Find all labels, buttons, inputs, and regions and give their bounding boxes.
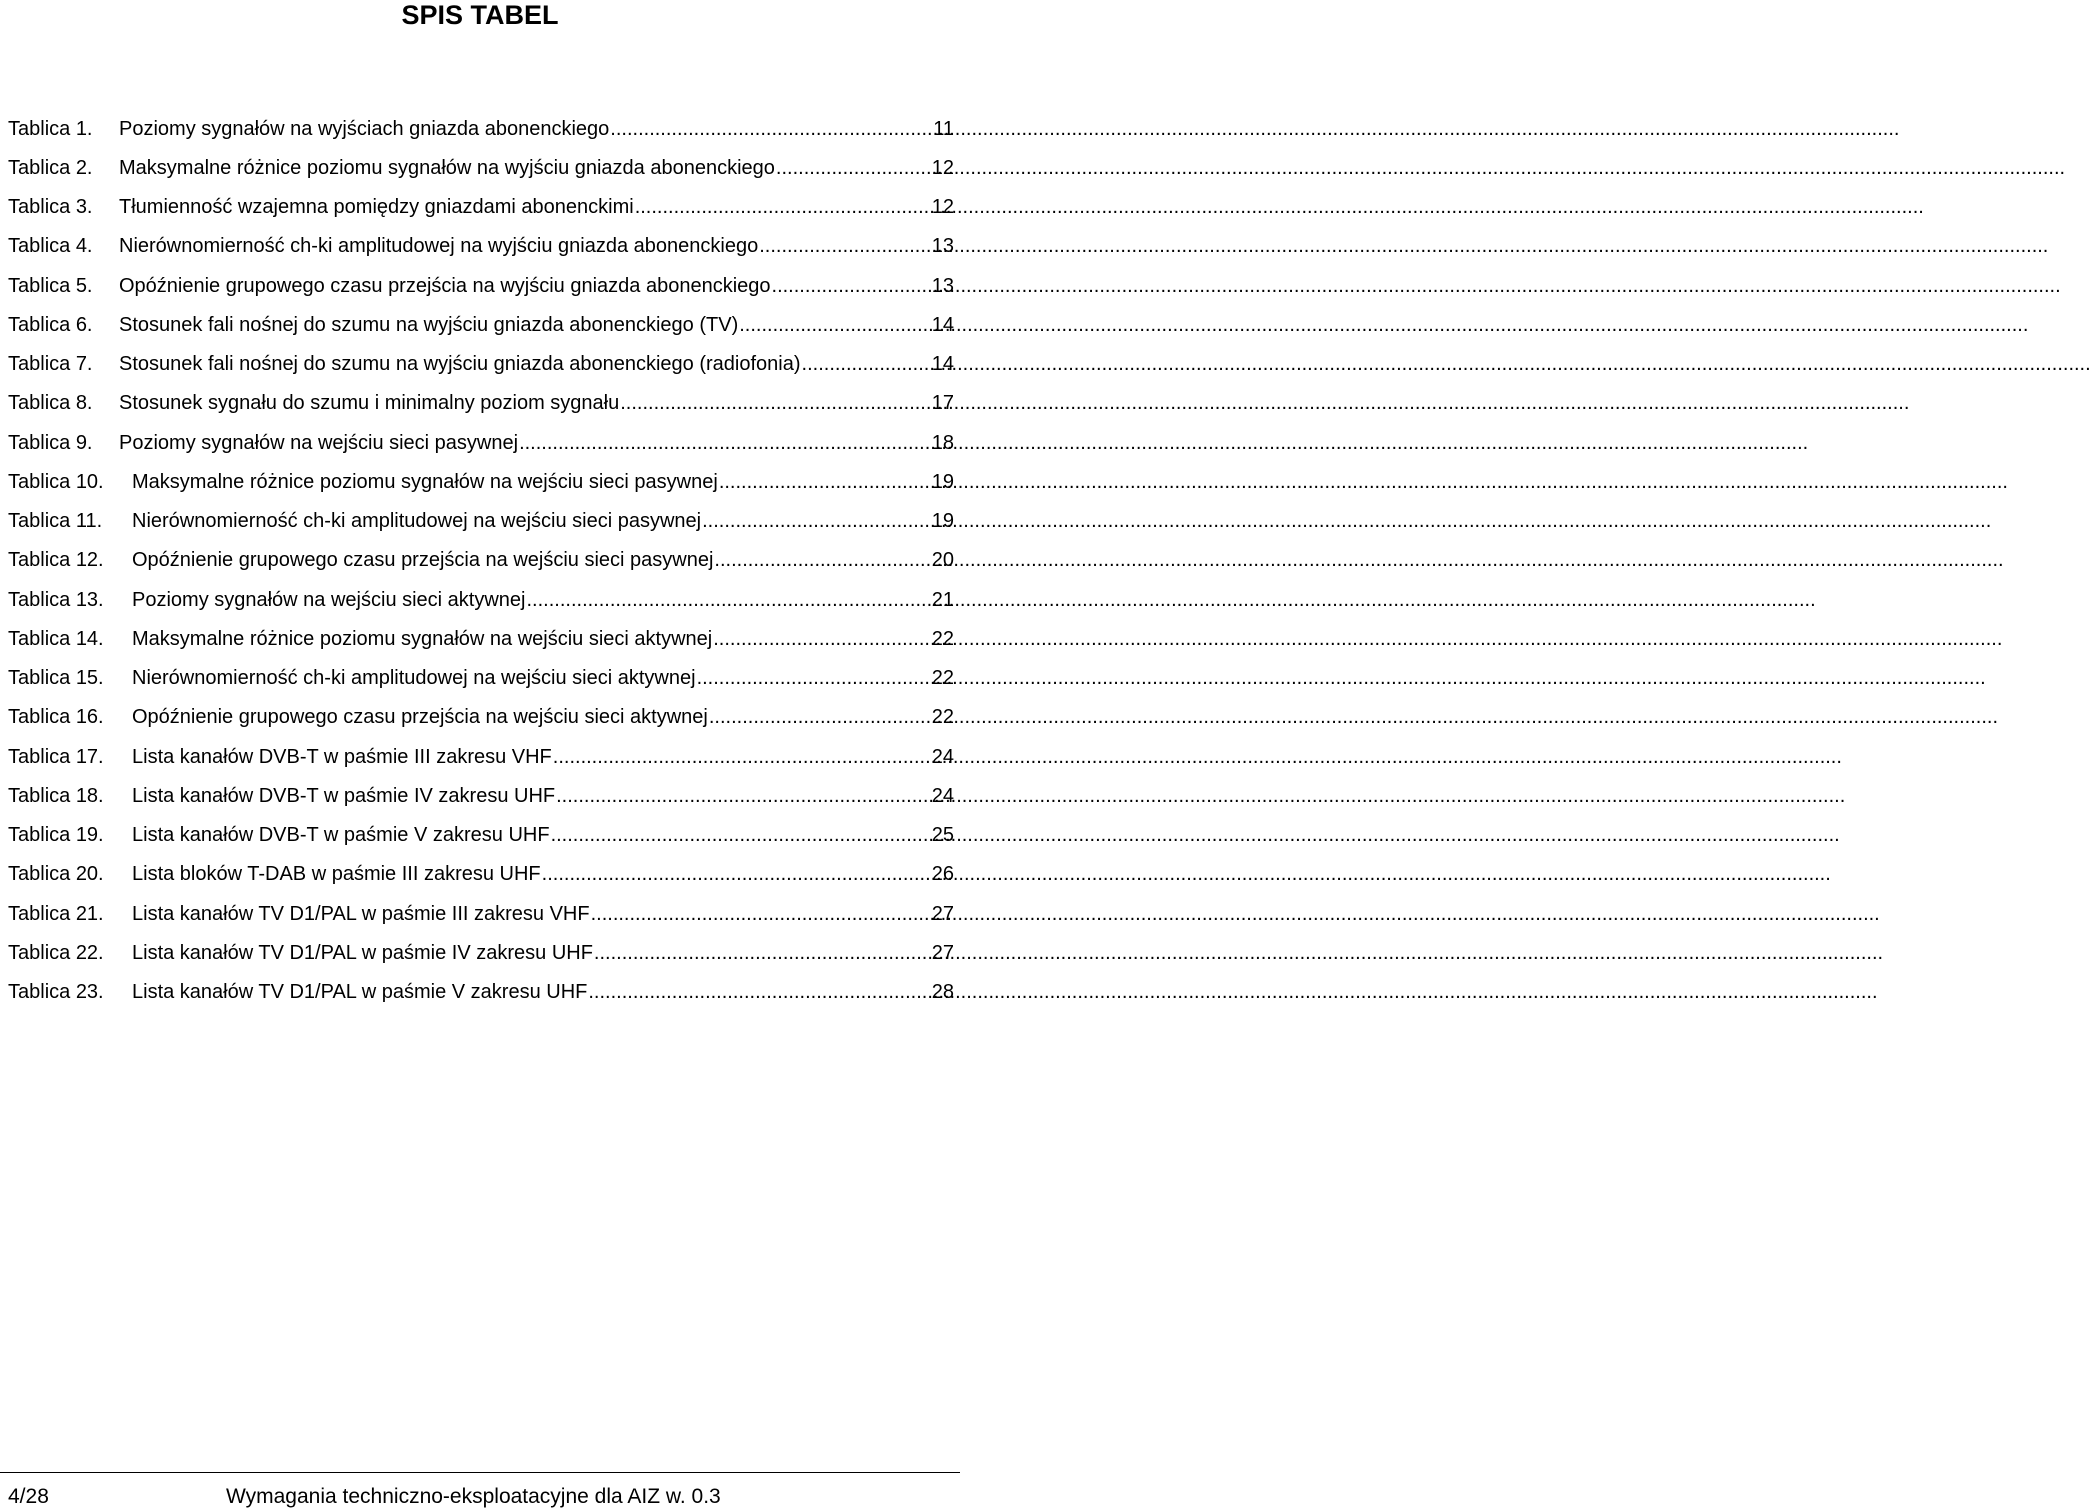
toc-entry-page: 22 [931,667,954,690]
toc-entry-page: 26 [931,863,954,886]
toc-entry-page: 21 [931,588,954,611]
toc-entry[interactable] [8,227,954,266]
toc-dot-leader [772,274,931,298]
toc-dot-leader [594,941,931,965]
toc-entry-label: Tablica 1. [8,117,93,140]
toc-dot-leader [776,156,931,180]
toc-entry[interactable] [8,541,954,580]
toc-dot-leader [802,352,931,376]
toc-dot-leader [610,117,932,141]
toc-entry[interactable] [8,384,954,423]
toc-entry-page: 24 [931,784,954,807]
page-title: SPIS TABEL [401,0,559,30]
toc-entry[interactable] [8,345,954,384]
toc-dot-leader [620,391,931,415]
toc-entry-label: Tablica 21. [8,902,104,925]
toc-dot-leader [519,431,931,455]
toc-entry-page: 12 [931,156,954,179]
toc-entry-label: Tablica 11. [8,510,103,533]
toc-entry[interactable] [8,619,954,658]
toc-entry-title: Lista bloków T-DAB w paśmie III zakresu UHF [132,863,541,886]
toc-entry[interactable] [8,580,954,619]
table-of-contents [8,109,954,1012]
toc-entry-title: Stosunek fali nośnej do szumu na wyjściu gniazda abonenckiego (TV) [119,313,739,336]
toc-entry-label: Tablica 14. [8,627,104,650]
toc-entry[interactable] [8,776,954,815]
toc-entry[interactable] [8,855,954,894]
toc-entry-label: Tablica 10. [8,470,104,493]
toc-entry-title: Lista kanałów TV D1/PAL w paśmie IV zakresu UHF [132,941,593,964]
toc-entry-page: 11 [933,117,954,140]
toc-entry-page: 13 [931,274,954,297]
toc-dot-leader [697,666,931,690]
toc-entry[interactable] [8,933,954,972]
toc-dot-leader [635,195,931,219]
toc-entry-page: 14 [931,353,954,376]
toc-entry-label: Tablica 6. [8,313,93,336]
toc-entry-page: 28 [931,981,954,1004]
toc-entry[interactable] [8,423,954,462]
toc-entry-title: Opóźnienie grupowego czasu przejścia na wyjściu gniazda abonenckiego [119,274,771,297]
toc-entry[interactable] [8,266,954,305]
toc-entry-title: Lista kanałów DVB-T w paśmie III zakresu VHF [132,745,552,768]
toc-dot-leader [709,705,931,729]
toc-entry-title: Opóźnienie grupowego czasu przejścia na wejściu sieci aktywnej [132,706,708,729]
toc-dot-leader [713,627,931,651]
toc-entry[interactable] [8,188,954,227]
toc-entry-page: 14 [931,313,954,336]
toc-entry-label: Tablica 8. [8,392,93,415]
toc-entry-title: Maksymalne różnice poziomu sygnałów na wejściu sieci pasywnej [132,470,718,493]
toc-entry-title: Lista kanałów DVB-T w paśmie IV zakresu UHF [132,784,556,807]
toc-entry-label: Tablica 16. [8,706,104,729]
toc-entry-label: Tablica 23. [8,981,104,1004]
toc-entry-label: Tablica 15. [8,667,104,690]
toc-entry-page: 19 [931,510,954,533]
toc-dot-leader [527,588,931,612]
toc-entry-label: Tablica 19. [8,824,104,847]
toc-entry-title: Stosunek sygnału do szumu i minimalny poziom sygnału [119,392,620,415]
page-footer [0,1472,960,1511]
toc-entry-page: 22 [931,627,954,650]
toc-entry-title: Maksymalne różnice poziomu sygnałów na wyjściu gniazda abonenckiego [119,156,775,179]
toc-entry[interactable] [8,659,954,698]
toc-entry-page: 17 [931,392,954,415]
toc-dot-leader [702,509,931,533]
toc-dot-leader [542,862,931,886]
toc-dot-leader [739,313,931,337]
toc-entry-title: Stosunek fali nośnej do szumu na wyjściu gniazda abonenckiego (radiofonia) [119,353,801,376]
toc-entry-label: Tablica 22. [8,941,104,964]
toc-entry-label: Tablica 12. [8,549,104,572]
toc-entry-label: Tablica 7. [8,353,93,376]
toc-entry[interactable] [8,737,954,776]
toc-entry-page: 27 [931,902,954,925]
toc-entry-title: Maksymalne różnice poziomu sygnałów na wejściu sieci aktywnej [132,627,713,650]
toc-entry-page: 18 [931,431,954,454]
toc-dot-leader [556,784,931,808]
toc-entry-label: Tablica 20. [8,863,104,886]
toc-dot-leader [591,902,931,926]
footer-document-title: Wymagania techniczno-eksploatacyjne dla AIZ w. 0.3 [226,1485,721,1508]
toc-entry[interactable] [8,109,954,148]
toc-entry[interactable] [8,973,954,1012]
toc-entry-label: Tablica 3. [8,196,93,219]
toc-dot-leader [588,980,930,1004]
toc-entry-label: Tablica 4. [8,235,93,258]
toc-entry-page: 13 [931,235,954,258]
toc-entry-label: Tablica 18. [8,784,104,807]
toc-entry[interactable] [8,148,954,187]
toc-entry-page: 27 [931,941,954,964]
toc-entry-title: Lista kanałów TV D1/PAL w paśmie III zakresu VHF [132,902,590,925]
toc-entry-title: Nierównomierność ch-ki amplitudowej na wejściu sieci pasywnej [132,510,702,533]
toc-entry[interactable] [8,816,954,855]
toc-entry[interactable] [8,502,954,541]
toc-entry[interactable] [8,894,954,933]
toc-dot-leader [714,548,930,572]
toc-entry-label: Tablica 13. [8,588,104,611]
toc-dot-leader [551,823,931,847]
toc-entry[interactable] [8,305,954,344]
toc-entry-label: Tablica 2. [8,156,93,179]
toc-entry-label: Tablica 9. [8,431,93,454]
toc-entry-page: 12 [931,196,954,219]
toc-entry-page: 24 [931,745,954,768]
toc-entry-title: Poziomy sygnałów na wejściu sieci pasywnej [119,431,519,454]
toc-entry-title: Lista kanałów TV D1/PAL w paśmie V zakresu UHF [132,981,588,1004]
toc-entry[interactable] [8,462,954,501]
toc-entry-title: Tłumienność wzajemna pomiędzy gniazdami abonenckimi [119,196,634,219]
toc-entry-label: Tablica 17. [8,745,104,768]
toc-entry[interactable] [8,698,954,737]
toc-dot-leader [553,745,931,769]
toc-entry-title: Nierównomierność ch-ki amplitudowej na wyjściu gniazda abonenckiego [119,235,759,258]
toc-entry-page: 25 [931,824,954,847]
toc-dot-leader [759,234,931,258]
toc-entry-title: Poziomy sygnałów na wejściu sieci aktywnej [132,588,526,611]
footer-page-number: 4/28 [8,1485,49,1508]
toc-entry-title: Nierównomierność ch-ki amplitudowej na wejściu sieci aktywnej [132,667,696,690]
toc-entry-label: Tablica 5. [8,274,93,297]
toc-entry-title: Lista kanałów DVB-T w paśmie V zakresu UHF [132,824,550,847]
toc-entry-page: 22 [931,706,954,729]
toc-entry-title: Poziomy sygnałów na wyjściach gniazda abonenckiego [119,117,610,140]
toc-entry-page: 19 [931,470,954,493]
toc-entry-page: 20 [931,549,954,572]
toc-entry-title: Opóźnienie grupowego czasu przejścia na wejściu sieci pasywnej [132,549,714,572]
toc-dot-leader [719,470,931,494]
